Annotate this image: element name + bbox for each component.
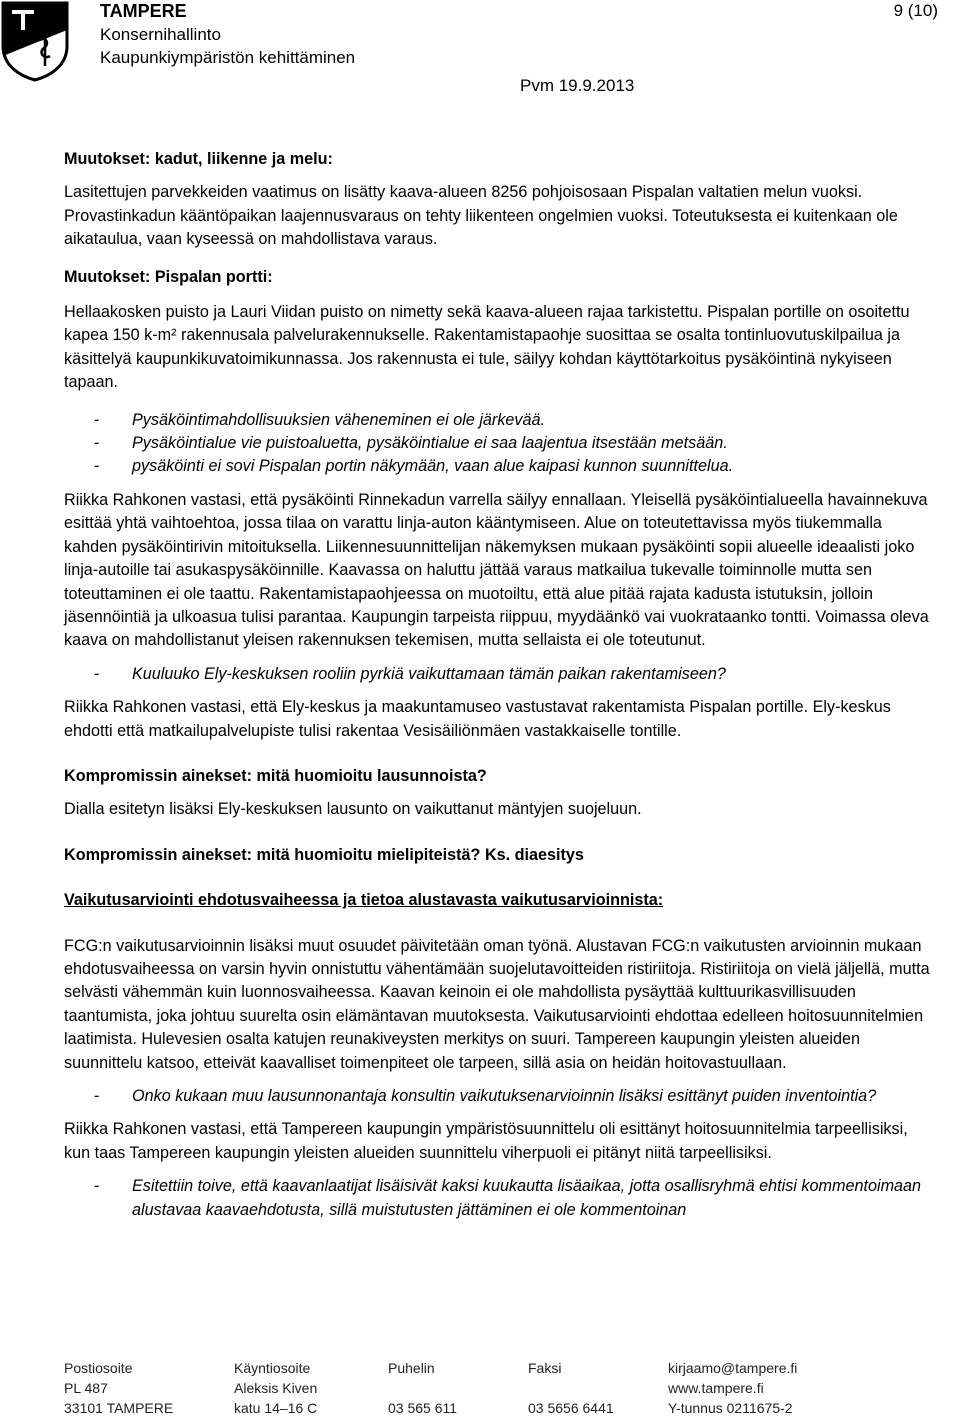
- heading-compromise-opinions: Kompromissin ainekset: mitä huomioitu mielipiteistä? Ks. diaesitys: [64, 845, 584, 864]
- list-item: - pysäköinti ei sovi Pispalan portin näkymään, vaan alue kaipasi kunnon suunnittelua.: [94, 457, 734, 476]
- footer-phone: Puhelin 03 565 611: [388, 1360, 458, 1416]
- heading-streets-traffic: Muutokset: kadut, liikenne ja melu:: [64, 150, 333, 168]
- org-name: TAMPERE: [100, 1, 187, 21]
- paragraph: Hellaakosken puisto ja Lauri Viidan puisto on nimetty sekä kaava-alueen rajaa tarkistettu. Pispalan portille on osoitettu kapea 150 k-m² rakennusala palvelurakennukselle. Rakentamistapaohje suosittaa se osalta tontinluovutuskilpailua ja käsittelyä kaupunkikuvatoimikunnassa. Jos rakennusta ei tule, säilyy kohdan käyttötarkoitus pysäköintinä nykyiseen tapaan.: [64, 303, 910, 392]
- bullet-list: [64, 1085, 932, 1108]
- document-date: Pvm 19.9.2013: [520, 76, 635, 95]
- heading-impact-assessment: Vaikutusarviointi ehdotusvaiheessa ja tietoa alustavasta vaikutusarvioinnista:: [64, 891, 664, 910]
- document-header: [100, 0, 355, 69]
- bullet-list: [64, 1175, 932, 1222]
- list-item: - Pysäköintialue vie puistoaluetta, pysäköintialue ei saa laajentua itsestään metsään.: [94, 434, 728, 453]
- paragraph: Riikka Rahkonen vastasi, että pysäköinti Rinnekadun varrella säilyy ennallaan. Yleisellä pysäköintialueella havainnekuva esittää yhtä vaihtoehtoa, jossa tilaa on varattu linja-auton kääntymiseen. Alue on toteutettavissa myös tiukemmalla kahden pysäköintirivin mitoituksella. Liikennesuunnittelijan näkemyksen mukaan pysäköinti sopii alueelle ideaalisti joko linja-autoille tai asukaspysäköinnille. Kaavassa on haluttu jättää varaus matkailua tukevalle toiminnolle mutta sen toteuttaminen ei ole taattu. Rakentamistapaohjeessa on muotoiltu, että alue pitää rajata kadusta istutuksin, jolloin jäsennöintiä ja ulkoasua tulisi parantaa. Kaupungin tarpeista riippuu, myydäänkö vai vuokrataanko tontti. Voimassa oleva kaava on mahdollistanut yleisen rakennuksen tekemisen, mutta sellaista ei ole toteutunut.: [64, 490, 929, 650]
- tampere-coat-of-arms-icon: [0, 0, 70, 82]
- unit-name: Kaupunkiympäristön kehittäminen: [100, 48, 356, 67]
- heading-compromise-statements: Kompromissin ainekset: mitä huomioitu lausunnoista?: [64, 766, 487, 785]
- list-item: - Kuuluuko Ely-keskuksen rooliin pyrkiä vaikuttamaan tämän paikan rakentamiseen?: [94, 664, 726, 683]
- paragraph: FCG:n vaikutusarvioinnin lisäksi muut osuudet päivitetään oman työnä. Alustavan FCG:n vaikutusten arvioinnin mukaan ehdotusvaiheessa on varsin hyvin onnistuttu vähentämään suojelutavoitteiden ristiriitoja. Ristiriitoja on vielä jäljellä, mutta selvästi vähemmän kuin luonnosvaiheessa. Kaavan keinoin ei ole mahdollista pysäyttää kulttuurikasvillisuuden taantumista, joka johtuu suurelta osin elämäntavan muutoksesta. Vaikutusarviointi ehdottaa edelleen hoitosuunnitelmien laatimista. Hulevesien osalta katujen reunakiveysten merkitys on suuri. Tampereen kaupungin yleisten alueiden suunnittelu katsoo, etteivät kaavalliset toimenpiteet ole tarpeen, sillä asia on heidän hoitovastuullaan.: [64, 936, 930, 1072]
- bullet-list: [64, 663, 932, 686]
- paragraph: Dialla esitetyn lisäksi Ely-keskuksen lausunto on vaikuttanut mäntyjen suojeluun.: [64, 800, 642, 819]
- website-link[interactable]: www.tampere.fi: [668, 1380, 764, 1396]
- paragraph: Riikka Rahkonen vastasi, että Ely-keskus ja maakuntamuseo vastustavat rakentamista Pispalan portille. Ely-keskus ehdotti että matkailupalvelupiste tulisi rakentaa Vesisäiliönmäen vastakkaiselle tontille.: [64, 698, 891, 740]
- list-item: - Pysäköintimahdollisuuksien väheneminen ei ole järkevää.: [94, 410, 546, 429]
- footer-fax: Faksi 03 5656 6441: [528, 1360, 614, 1416]
- paragraph: Lasitettujen parvekkeiden vaatimus on lisätty kaava-alueen 8256 pohjoisosaan Pispalan valtatien melun vuoksi. Provastinkadun kääntöpaikan laajennusvaraus on tehty liikenteen ongelmien vuoksi. Toteutuksesta ei kuitenkaan ole aikataulua, vaan kyseessä on mahdollistava varaus.: [64, 183, 898, 249]
- list-item: - Onko kukaan muu lausunnonantaja konsultin vaikutuksenarvioinnin lisäksi esittänyt puiden inventointia?: [94, 1087, 877, 1105]
- footer-postal-address: Postiosoite PL 487 33101 TAMPERE: [64, 1360, 174, 1416]
- document-body: [64, 148, 932, 1222]
- paragraph: Riikka Rahkonen vastasi, että Tampereen kaupungin ympäristösuunnittelu oli esittänyt hoitosuunnitelmia tarpeellisiksi, kun taas Tampereen kaupungin yleisten alueiden suunnittelu viherpuoli ei pitänyt niitä tarpeellisiksi.: [64, 1120, 908, 1162]
- list-item: - Esitettiin toive, että kaavanlaatijat lisäisivät kaksi kuukautta lisäaikaa, jotta osallisryhmä ehtisi kommentoimaan alustavaa kaavaehdotusta, sillä muistutusten jättäminen ei ole kommentoinan: [94, 1177, 922, 1219]
- department-name: Konsernihallinto: [100, 25, 221, 44]
- heading-pispala-gate: Muutokset: Pispalan portti:: [64, 267, 273, 286]
- email-link[interactable]: kirjaamo@tampere.fi: [668, 1360, 798, 1376]
- bullet-list: [64, 409, 932, 479]
- footer-visiting-address: Käyntiosoite Aleksis Kiven katu 14–16 C: [234, 1360, 318, 1416]
- page-number: 9 (10): [893, 1, 938, 20]
- footer-contact: kirjaamo@tampere.fi www.tampere.fi Y-tunnus 0211675-2: [668, 1360, 798, 1416]
